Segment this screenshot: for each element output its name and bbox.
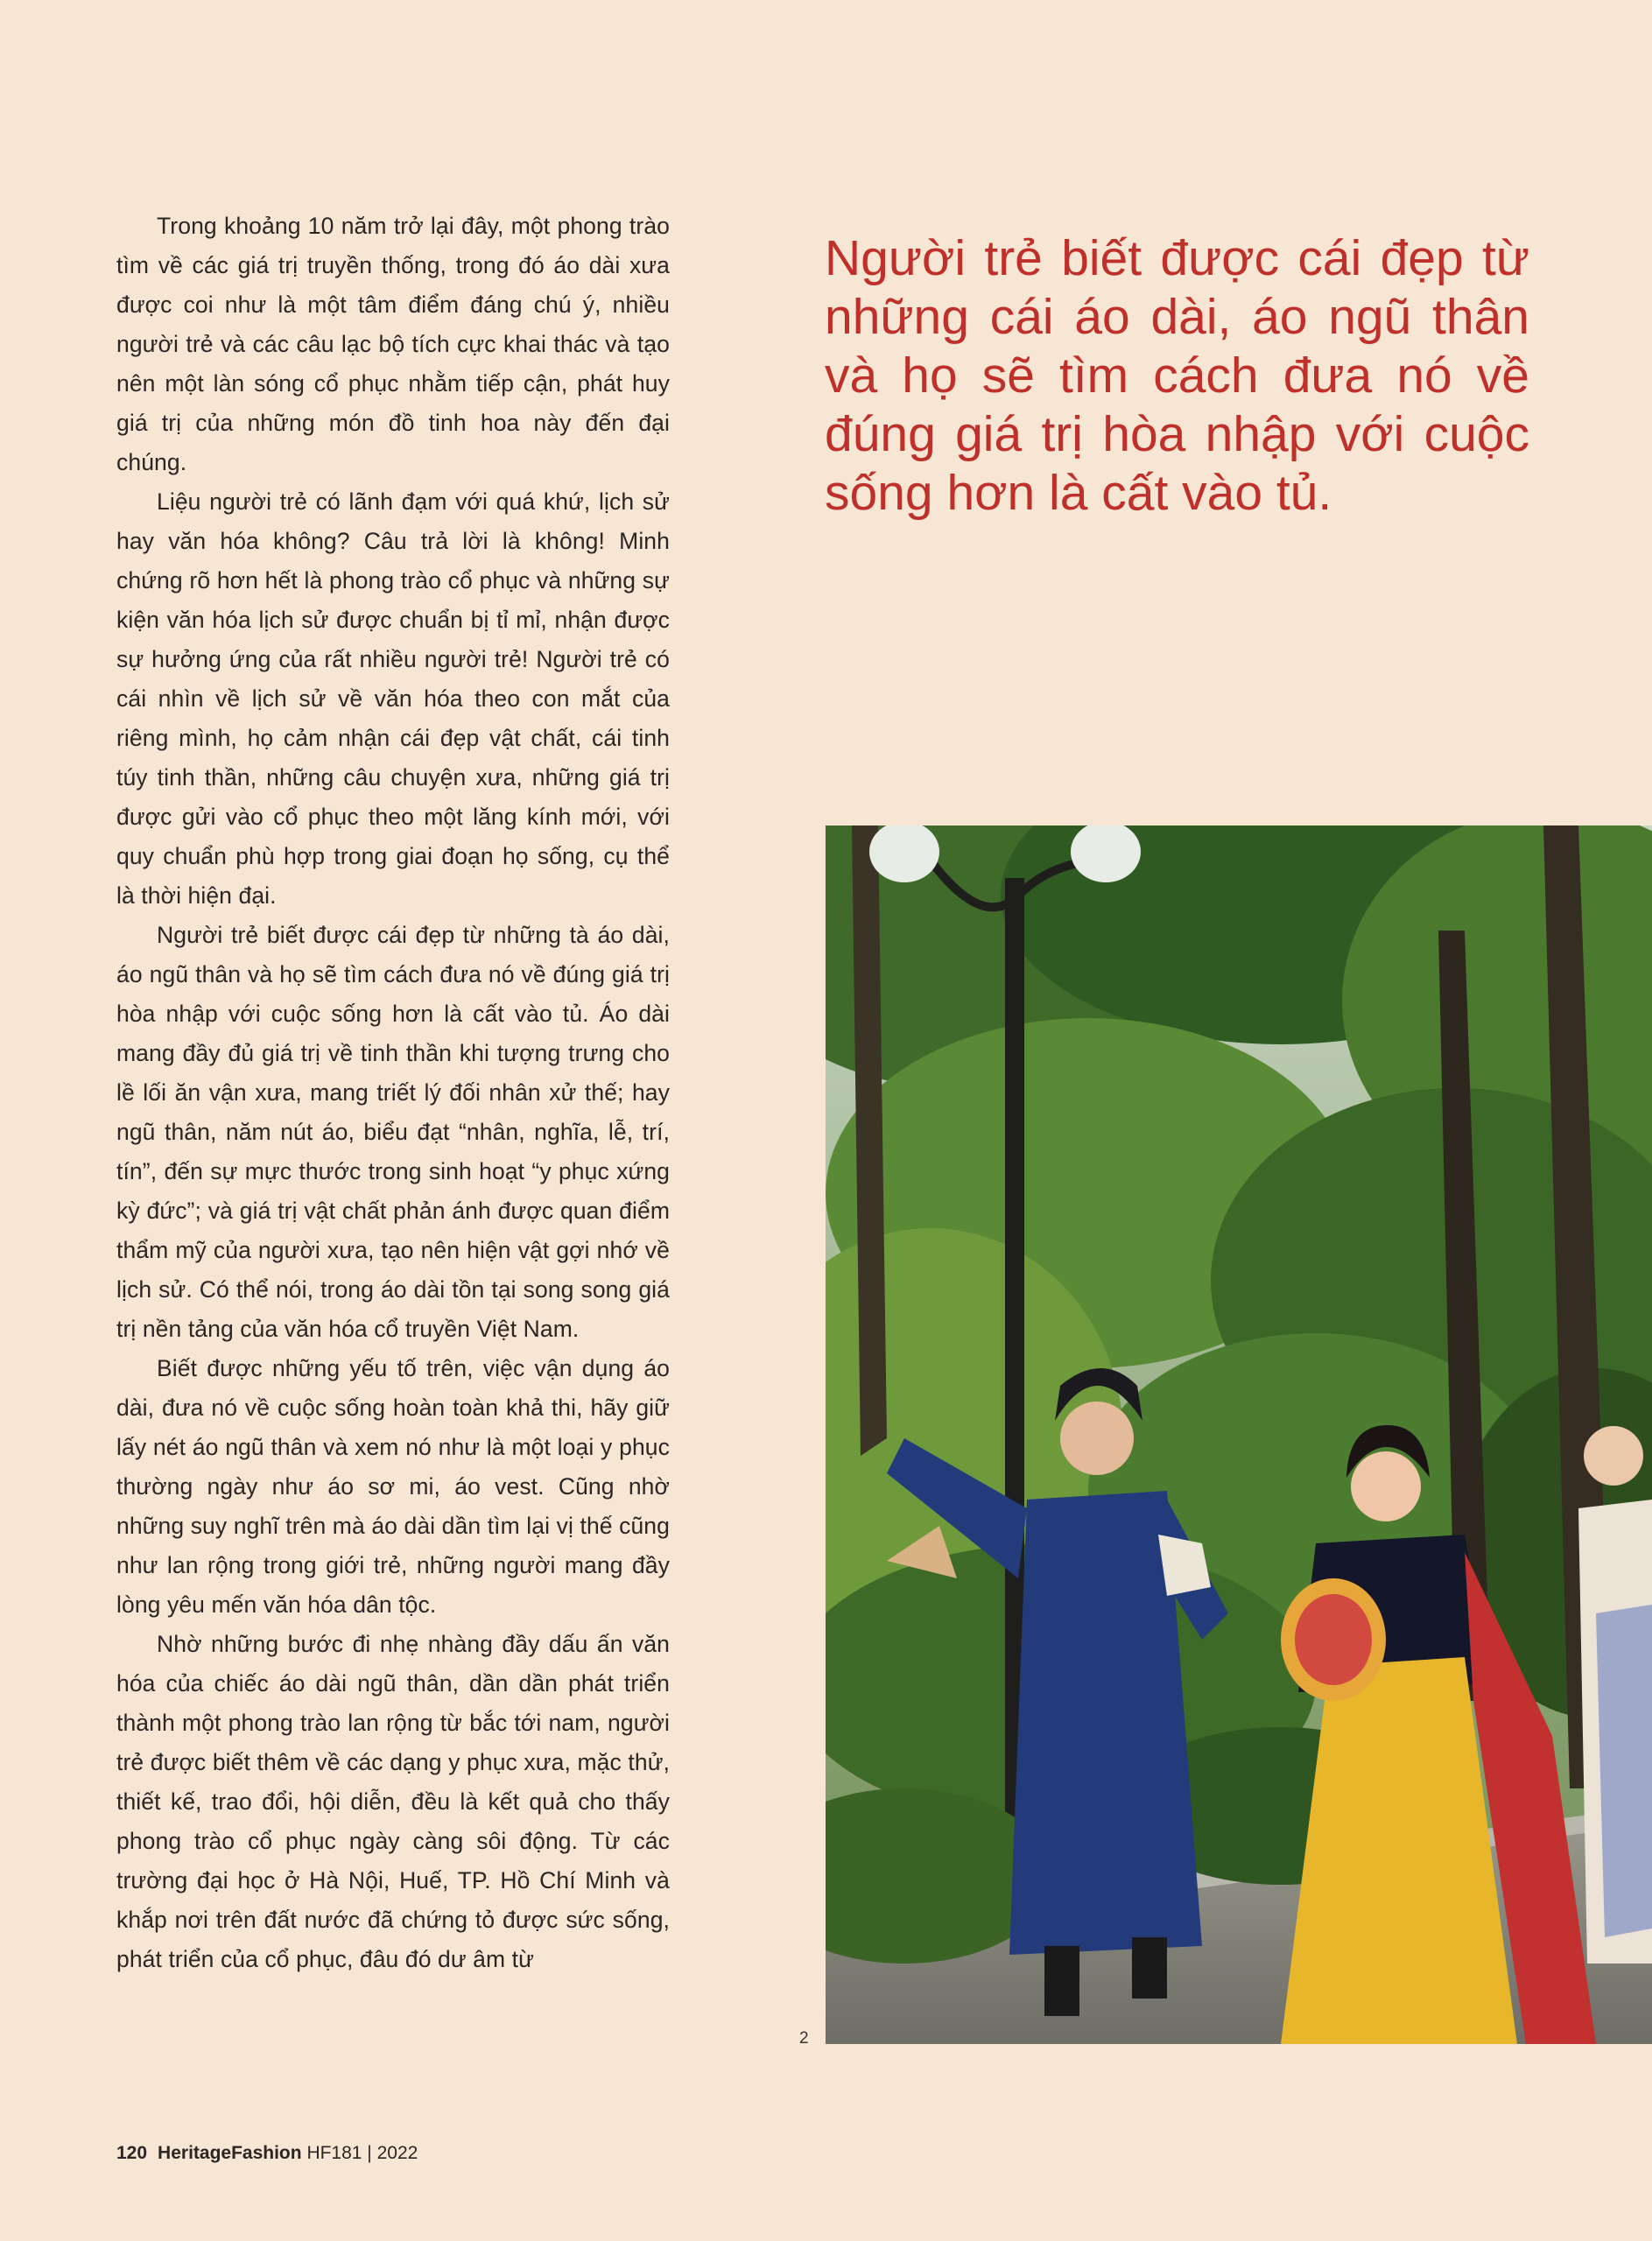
- issue-label: HF181 | 2022: [306, 2143, 418, 2163]
- article-paragraph-5: Nhờ những bước đi nhẹ nhàng đầy dấu ấn văn hóa của chiếc áo dài ngũ thân, dần dần phát triển thành một phong trào lan rộng từ bắc tới nam, người trẻ được biết thêm về các dạng y phục xưa, mặc thử, thiết kế, trao đổi, hội diễn, đều là kết quả cho thấy phong trào cổ phục ngày càng sôi động. Từ các trường đại học ở Hà Nội, Huế, TP. Hồ Chí Minh và khắp nơi trên đất nước đã chứng tỏ được sức sống, phát triển của cổ phục, đâu đó dư âm từ: [116, 1631, 670, 1972]
- photo-illustration: [826, 825, 1652, 2044]
- article-paragraph-3: Người trẻ biết được cái đẹp từ những tà áo dài, áo ngũ thân và họ sẽ tìm cách đưa nó về đúng giá trị hòa nhập với cuộc sống hơn là cất vào tủ. Áo dài mang đầy đủ giá trị về tinh thần khi tượng trưng cho lề lối ăn vận xưa, mang triết lý đối nhân xử thế; hay ngũ thân, năm nút áo, biểu đạt “nhân, nghĩa, lễ, trí, tín”, đến sự mực thước trong sinh hoạt “y phục xứng kỳ đức”; và giá trị vật chất phản ánh được quan điểm thẩm mỹ của người xưa, tạo nên hiện vật gợi nhớ về lịch sử. Có thể nói, trong áo dài tồn tại song song giá trị nền tảng của văn hóa cổ truyền Việt Nam.: [116, 922, 670, 1342]
- article-photo: [826, 825, 1652, 2044]
- article-paragraph-4: Biết được những yếu tố trên, việc vận dụng áo dài, đưa nó về cuộc sống hoàn toàn khả thi, hãy giữ lấy nét áo ngũ thân và xem nó như là một loại y phục thường ngày như áo sơ mi, áo vest. Cũng nhờ những suy nghĩ trên mà áo dài dần tìm lại vị thế cũng như lan rộng trong giới trẻ, những người mang đầy lòng yêu mến văn hóa dân tộc.: [116, 1355, 670, 1618]
- photo-number: 2: [799, 2029, 809, 2048]
- magazine-name: HeritageFashion: [158, 2143, 302, 2163]
- page-footer: [116, 2143, 418, 2164]
- article-paragraph-2: Liệu người trẻ có lãnh đạm với quá khứ, lịch sử hay văn hóa không? Câu trả lời là không! Minh chứng rõ hơn hết là phong trào cổ phục và những sự kiện văn hóa lịch sử được chuẩn bị tỉ mỉ, nhận được sự hưởng ứng của rất nhiều người trẻ! Người trẻ có cái nhìn về lịch sử về văn hóa theo con mắt của riêng mình, họ cảm nhận cái đẹp vật chất, cái tinh túy tinh thần, những câu chuyện xưa, những giá trị được gửi vào cổ phục theo một lăng kính mới, với quy chuẩn phù hợp trong giai đoạn họ sống, cụ thể là thời hiện đại.: [116, 488, 670, 909]
- article-paragraph-1: Trong khoảng 10 năm trở lại đây, một phong trào tìm về các giá trị truyền thống, trong đó áo dài xưa được coi như là một tâm điểm đáng chú ý, nhiều người trẻ và các câu lạc bộ tích cực khai thác và tạo nên một làn sóng cổ phục nhằm tiếp cận, phát huy giá trị của những món đồ tinh hoa này đến đại chúng.: [116, 213, 670, 475]
- pull-quote: Người trẻ biết được cái đẹp từ những cái áo dài, áo ngũ thân và họ sẽ tìm cách đưa nó về đúng giá trị hòa nhập với cuộc sống hơn là cất vào tủ.: [825, 230, 1529, 521]
- page-number: 120: [116, 2143, 148, 2163]
- article-body: [116, 207, 670, 1979]
